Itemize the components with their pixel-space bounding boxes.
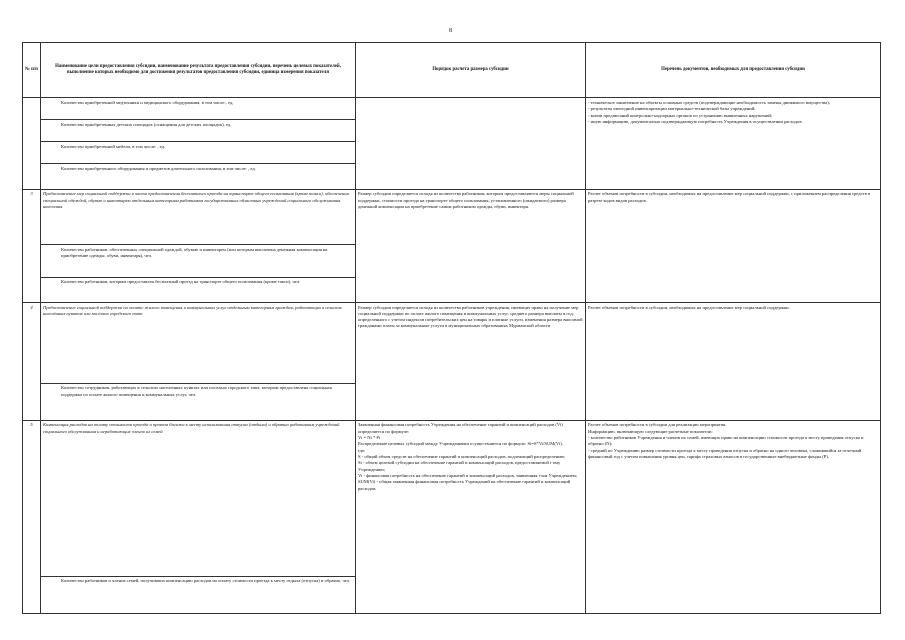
doc-line: - результаты ежегодной инвентаризации материально-технической базы учреждений; — [588, 106, 756, 112]
calc-line: SUM(Vi) - общая заявленная финансовая потребность Учреждений на обеспечение гарантий и компенсаций расходов. — [358, 479, 571, 491]
calc-line: Si - объем целевой субсидии на обеспечение гарантий и компенсаций расходов, предоставляемой i-ому Учреждению; — [358, 460, 561, 472]
header-calc: Порядок расчета размера субсидии — [356, 43, 586, 98]
row-number: 4 — [23, 303, 41, 421]
goal-text: Предоставление социальной поддержки по оплате жилого помещения и коммунальных услуг отдельным категориям граждан, работающих в сельских населённых пунктах или посёлках городского типа — [41, 303, 356, 384]
docs-text: Расчет объемов потребности в субсидии, необходимых на предоставление мер социальной поддержки. — [586, 303, 881, 421]
doc-line: Расчет объемов потребности в субсидии для реализации мероприятия. — [588, 422, 727, 428]
doc-line: - техническое заключение на объекты основных средств (подтверждающие необходимость замены движимого имущества); — [588, 99, 831, 105]
table-row — [23, 98, 881, 120]
doc-line: - копии предписаний контрольно-надзорных органов по устранению выявленных нарушений; — [588, 112, 773, 118]
calc-line: S - общий объем средств на обеспечение гарантий и компенсаций расходов, подлежащий распределению; — [358, 454, 566, 460]
doc-line: - иную информацию, документально подтверждающую потребность Учреждения в осуществлении расходов. — [588, 118, 803, 124]
indicator: Количество сотрудников, работающих в сельских населенных пунктах или поселках городского типа, которым предоставлена социальная поддержка по оплате жилого помещения и коммунальных услуг, чел. — [41, 383, 356, 420]
page-number: 8 — [449, 28, 452, 34]
calc-cell — [356, 420, 586, 613]
calc-text: Размер субсидии определяется исходя из количества работников учреждения, имеющих право на получение мер социальной поддержки по оплате жилого помещения и коммунальных услуг, среднего размера выплаты в год, определенного с учетом индексов потребительских цен на товары и платные услуги, изменения размера вносимой гражданами платы за коммунальные услуги в муниципальных образованиях Мурманской области — [356, 303, 586, 421]
table-row — [23, 420, 881, 576]
header-goal: Наименование цели предоставления субсидии, наименование результата предоставления субсидии, перечень целевых показателей, выполнение которых необходимо для достижения результатов предоставления субсидии, единица измерения показателя — [41, 43, 356, 98]
docs-text: Расчет объемов потребности в субсидии, необходимых на предоставление мер социальной поддержки, с приложением распределения средств в разрезе кодов видов расходов. — [586, 189, 881, 302]
table-row — [23, 189, 881, 244]
goal-text: Компенсация расходов на оплату стоимости проезда и провоза багажа к месту использования отпуска (отдыха) и обратно работникам учреждений социального обслуживания и неработающих членов их семей — [41, 420, 356, 576]
row-number: 3 — [23, 189, 41, 302]
table-row — [23, 303, 881, 384]
calc-line: Vi - финансовая потребность на обеспечение гарантий и компенсаций расходов, заявленная i-ым Учреждением; — [358, 473, 578, 479]
calc-line: Заявленная финансовая потребность Учреждения на обеспечение гарантий и компенсаций расходов (Vi) определяется по формуле: — [358, 422, 563, 434]
indicator: Количество работников, обеспеченных специальной одеждой, обувью и инвентарем (или которым выплачена денежная компенсация на приобретение одежды, обуви, инвентаря), чел. — [41, 245, 356, 277]
row-number: 5 — [23, 420, 41, 613]
indicator: Количество приобретенной медтехники и медицинского оборудования, в том числе:, ед. — [41, 98, 356, 120]
calc-line: Vi = Ni * Pi — [358, 435, 381, 441]
doc-line: Информацию, включающую следующие расчетные показатели: — [588, 428, 713, 434]
indicator: Количество приобретенной мебели, в том числе: , ед. — [41, 142, 356, 164]
calc-line: Распределение целевых субсидий между Учреждениями осуществляется по формуле: Si=S*Vi/SUM(Vi), — [358, 441, 563, 447]
indicator: Количество работников, которым предоставлен бесплатный проезд на транспорте общего пользования (кроме такси), чел. — [41, 277, 356, 302]
calc-text: Размер субсидии определяется исходя из количества работников, которым предоставляются меры социальной поддержки, стоимости проезда на транспорте общего пользования, установленного (ожидаемого) размера денежной компенсации на приобретение самим работником одежды, обуви, инвентаря. — [356, 189, 586, 302]
doc-line: - средний по Учреждению размер стоимости проезда к месту проведения отпуска и обратно на одного человека, сложившийся за отчетный финансовый год с учетом повышения уровня цен, тарифа страховых взносов в государственные внебюджетные фонды (P). — [588, 447, 862, 460]
indicator: Количество работников и членов семей, получивших компенсацию расходов на оплату стоимости проезда к месту отдыха (отпуска) и обратно, чел. — [41, 576, 356, 613]
goal-text: Предоставление мер социальной поддержки в части предоставления бесплатного проезда на транспорте общего пользования (кроме такси), обеспечения специальной одеждой, обувью и инвентарем отдельным категориям работников государственных областных учреждений социального обслуживания населения — [41, 189, 356, 244]
calc-line: где: — [358, 447, 366, 453]
header-num: № п/п — [23, 43, 41, 98]
subsidy-table — [22, 42, 881, 614]
indicator: Количество приобретенного оборудования и предметов длительного пользования, в том числе: , ед. — [41, 164, 356, 189]
docs-cell — [586, 98, 881, 189]
doc-line: - количество работников Учреждения и членов их семей, имеющих право на компенсацию стоимости проезда к месту проведения отпуска и обратно (N); — [588, 435, 864, 447]
header-docs: Перечень документов, необходимых для предоставления субсидии — [586, 43, 881, 98]
docs-cell — [586, 420, 881, 613]
header-row — [23, 43, 881, 98]
indicator: Количество приобретенных детских площадок (оснащения для детских площадок), ед. — [41, 120, 356, 142]
